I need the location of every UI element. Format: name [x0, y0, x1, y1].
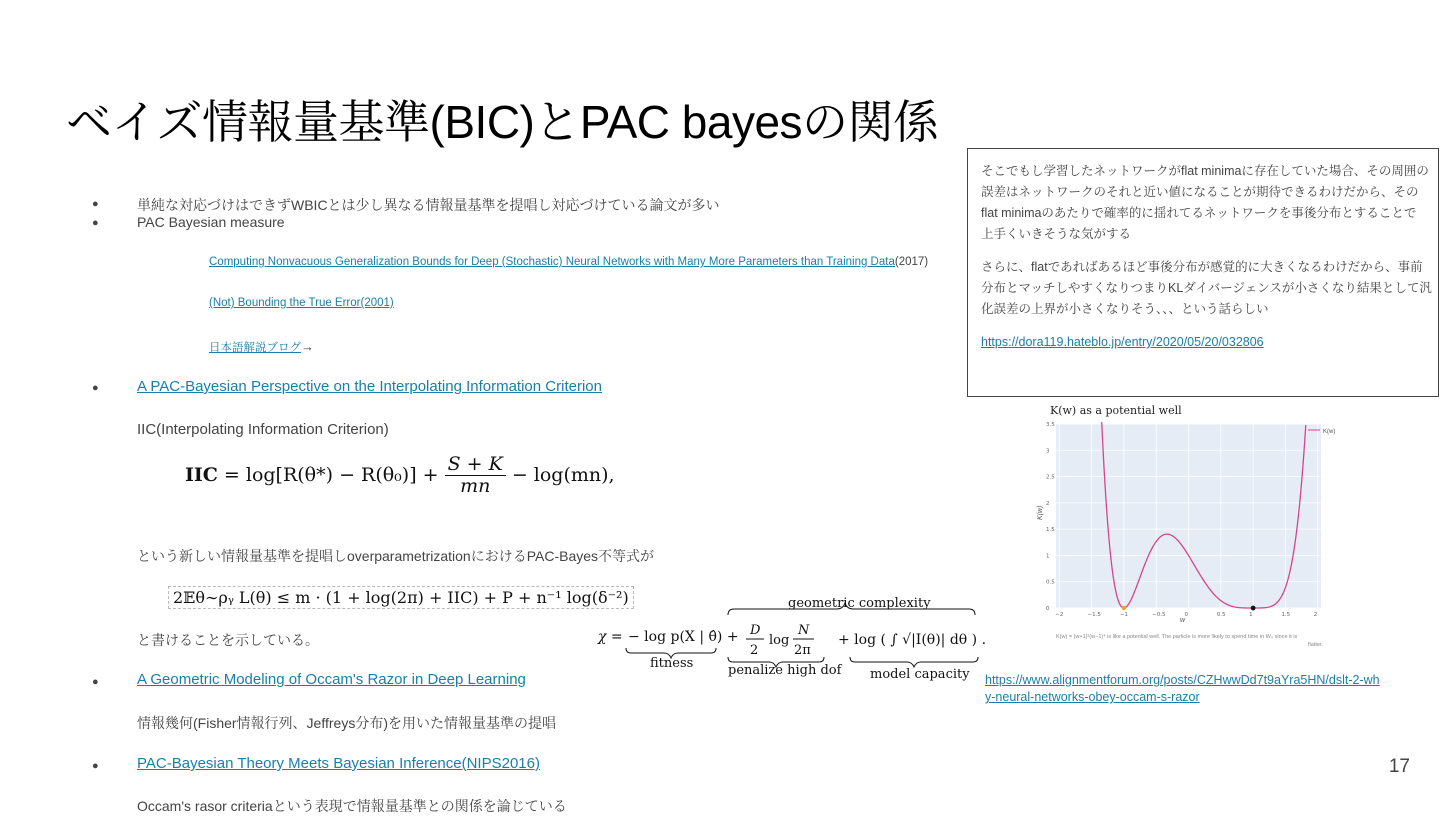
- pac-bayes-inference-description: Occam's rasor criteriaという表現で情報量基準との関係を論じている: [137, 798, 567, 814]
- note-line: そこでもし学習したネットワークがflat minimaに存在していた場合、その周囲の: [981, 164, 1429, 178]
- x-tick-label: 1: [1249, 612, 1253, 618]
- y-tick-label: 3: [1046, 448, 1050, 455]
- alignment-forum-link[interactable]: y-neural-networks-obey-occam-s-razor: [985, 690, 1200, 704]
- note-line: 誤差はネットワークのそれと近い値になることが期待できるわけだから、その: [981, 185, 1419, 199]
- x-tick-label: 1.5: [1281, 612, 1291, 618]
- y-tick-label: 2: [1046, 500, 1050, 507]
- figure-caption: K(w) = (w+1)²(w−1)⁴ is like a potential well. The particle is more likely to spend time in W₀ since it is: [1056, 634, 1298, 640]
- occam-two: 2: [750, 643, 759, 658]
- note-box: [967, 148, 1439, 397]
- y-tick-label: 1.5: [1046, 527, 1055, 534]
- iic-fraction: [445, 454, 506, 497]
- x-tick-label: −0.5: [1152, 612, 1166, 618]
- figure-source: [985, 672, 1380, 706]
- figure-title: K(w) as a potential well: [1050, 404, 1182, 417]
- y-axis-label: K(w): [1037, 505, 1044, 520]
- occam-description: 情報幾何(Fisher情報行列、Jeffreys分布)を用いた情報量基準の提唱: [137, 715, 556, 731]
- occam-capacity-expression: + log ( ∫ √|I(θ)| dθ ) .: [838, 632, 987, 648]
- figure-caption: flatter.: [1308, 642, 1323, 648]
- minimum-point-right: [1251, 606, 1256, 611]
- y-tick-label: 0: [1046, 606, 1050, 612]
- paper-link-iic[interactable]: A PAC-Bayesian Perspective on the Interpolating Information Criterion: [137, 378, 602, 395]
- pac-bayes-inequality: 2𝔼θ∼ρᵧ L(θ) ≤ m · (1 + log(2π) + IIC) + P + n⁻¹ log(δ⁻²): [168, 586, 634, 609]
- paper-link-pac-bayes-inference[interactable]: PAC-Bayesian Theory Meets Bayesian Inference(NIPS2016): [137, 755, 540, 772]
- x-tick-label: −2: [1055, 612, 1064, 618]
- potential-well-figure: [1030, 400, 1380, 652]
- occam-dof-label: penalize high dof: [728, 663, 842, 678]
- note-paragraph-2: [981, 257, 1432, 320]
- occam-N: N: [798, 623, 810, 638]
- iic-numerator: S + K: [445, 454, 506, 476]
- alignment-forum-link[interactable]: https://www.alignmentforum.org/posts/CZHwwDd7t9aYra5HN/dslt-2-wh: [985, 673, 1380, 687]
- occam-log: log: [769, 633, 790, 648]
- note-paragraph-1: [981, 161, 1432, 245]
- minimum-point-left: [1122, 606, 1126, 610]
- iic-body: = log[R(θ*) − R(θ₀)] +: [223, 464, 439, 486]
- sub-link-row: [209, 339, 314, 355]
- note-line: flat minimaのあたりで確率的に揺れてるネットワークを事後分布とすることで: [981, 206, 1417, 220]
- occam-fitness-expression: − log p(X | θ̂) +: [628, 629, 739, 645]
- occam-chi: χ =: [598, 629, 623, 645]
- iic-denominator: mn: [460, 474, 491, 497]
- note-line: 上手くいきそうな気がする: [981, 227, 1132, 241]
- x-tick-label: 0.5: [1216, 612, 1226, 618]
- iic-tail: − log(mn),: [511, 464, 615, 486]
- x-tick-label: 2: [1313, 612, 1318, 618]
- bullet-dot: ●: [92, 217, 99, 229]
- page-number: 17: [1388, 756, 1410, 777]
- iic-description: IIC(Interpolating Information Criterion): [137, 421, 389, 438]
- x-tick-label: −1: [1119, 612, 1128, 618]
- bullet-text-bic: 単純な対応づけはできずWBICとは少し異なる情報量基準を提唱し対応づけている論文が多い: [137, 197, 720, 213]
- paper-link-not-bounding[interactable]: (Not) Bounding the True Error(2001): [209, 297, 394, 309]
- bullet-text-pac-measure: PAC Bayesian measure: [137, 214, 285, 230]
- note-blog-link[interactable]: https://dora119.hateblo.jp/entry/2020/05/20/032806: [981, 335, 1264, 349]
- note-line: さらに、flatであればあるほど事後分布が感覚的に大きくなるわけだから、事前: [981, 260, 1423, 274]
- blog-link-japanese[interactable]: 日本語解説ブログ: [209, 342, 301, 354]
- occam-geometric-label: geometric complexity: [788, 596, 931, 611]
- occam-equation: [592, 588, 992, 688]
- x-tick-label: −1.5: [1087, 612, 1101, 618]
- y-tick-label: 1: [1046, 553, 1050, 560]
- y-tick-label: 3.5: [1046, 422, 1055, 428]
- occam-fitness-label: fitness: [650, 656, 694, 671]
- y-tick-label: 0.5: [1046, 579, 1055, 586]
- sub-link-row: [209, 256, 928, 268]
- occam-two-pi: 2π: [794, 643, 811, 658]
- x-tick-label: 0: [1184, 612, 1188, 618]
- legend-label: K(w): [1323, 429, 1336, 435]
- bullet-dot: ●: [92, 382, 99, 394]
- arrow-icon: →: [301, 339, 314, 354]
- paper-link-occam[interactable]: A Geometric Modeling of Occam's Razor in Deep Learning: [137, 671, 526, 688]
- bullet-dot: ●: [92, 760, 99, 772]
- sub-link-row: [209, 297, 394, 309]
- iic-end-text: と書けることを示している。: [137, 632, 319, 648]
- iic-symbol: IIC: [185, 464, 218, 486]
- x-axis-label: w: [1180, 617, 1186, 624]
- paper-link-nonvacuous[interactable]: Computing Nonvacuous Generalization Bounds for Deep (Stochastic) Neural Networks with Many More Parameters than Training Data: [209, 256, 895, 268]
- bullet-dot: ●: [92, 198, 99, 210]
- note-line: 分布とマッチしやすくなりつまりKLダイバージェンスが小さくなり結果として汎: [981, 281, 1432, 295]
- bullet-dot: ●: [92, 676, 99, 688]
- paper-year: (2017): [894, 256, 929, 268]
- occam-D: D: [750, 623, 761, 638]
- slide-title: ベイズ情報量基準(BIC)とPAC bayesの関係: [66, 96, 939, 148]
- iic-equation: [185, 448, 615, 502]
- note-line: 化誤差の上界が小さくなりそう、、、という話らしい: [981, 302, 1269, 316]
- occam-capacity-label: model capacity: [870, 667, 970, 682]
- iic-after-text: という新しい情報量基準を提唱しoverparametrizationにおけるPAC-Bayes不等式が: [137, 548, 655, 564]
- y-tick-label: 2.5: [1046, 474, 1055, 481]
